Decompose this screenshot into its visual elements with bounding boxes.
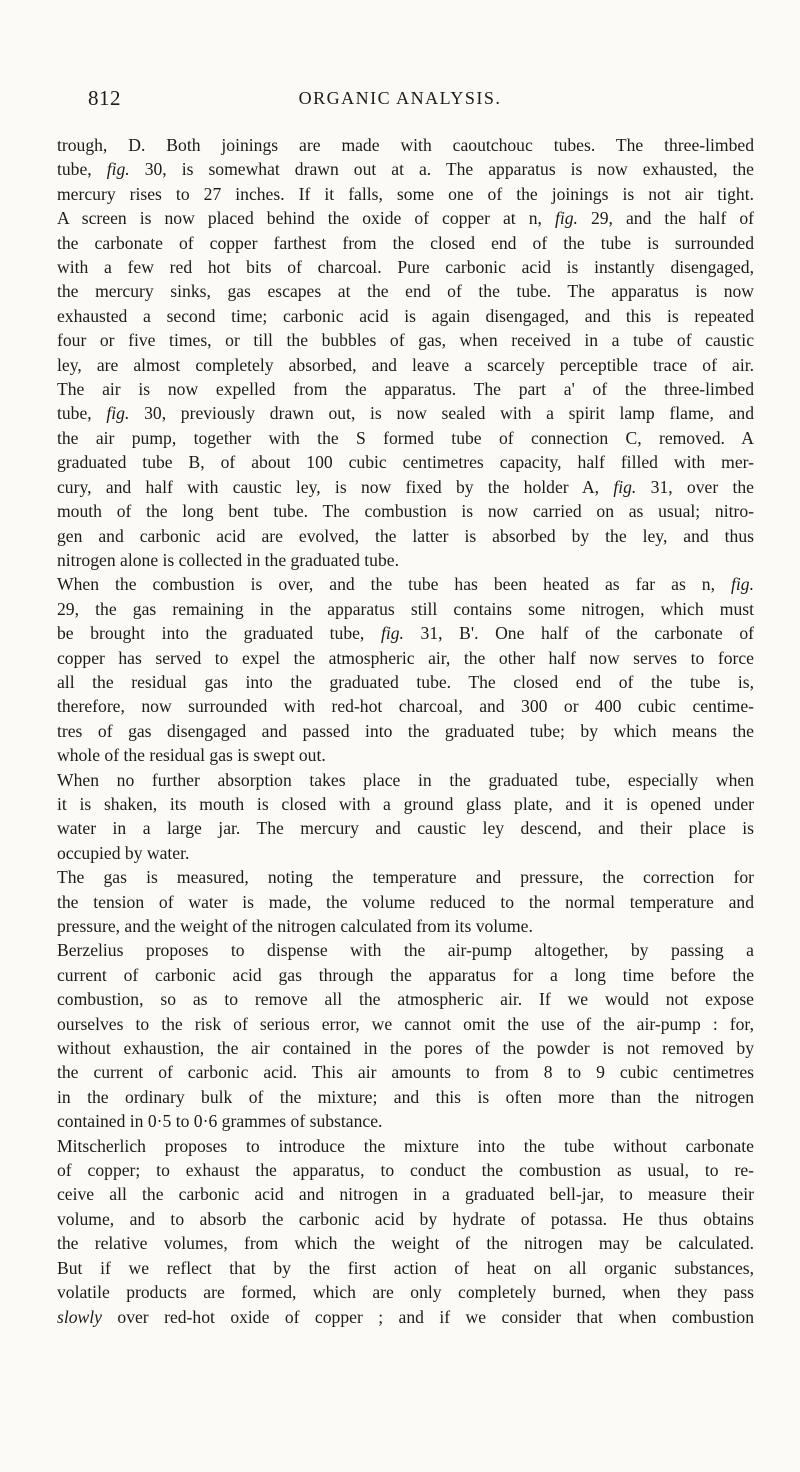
page-number: 812 (88, 86, 121, 110)
paragraph (57, 768, 754, 866)
paragraph (57, 938, 754, 1133)
text-line: volume, and to absorb the carbonic acid by hydrate of potassa. He thus obtains (57, 1208, 754, 1229)
text-line: A screen is now placed behind the oxide of copper at n, fig. 29, and the half of (57, 208, 755, 229)
text-line: gen and carbonic acid are evolved, the latter is absorbed by the ley, and thus (57, 525, 754, 546)
text-line: in the ordinary bulk of the mixture; and this is often more than the nitrogen (57, 1086, 754, 1107)
text-line: contained in 0·5 to 0·6 grammes of substance. (57, 1111, 383, 1132)
paragraph (57, 133, 754, 572)
text-line: Berzelius proposes to dispense with the air-pump altogether, by passing a (57, 940, 754, 961)
text-line: combustion, so as to remove all the atmospheric air. If we would not expose (57, 989, 754, 1010)
body-text (57, 133, 754, 1329)
text-line: the mercury sinks, gas escapes at the end of the tube. The apparatus is now (57, 281, 754, 302)
text-line: four or five times, or till the bubbles of gas, when received in a tube of caustic (57, 330, 754, 351)
text-line: the tension of water is made, the volume reduced to the normal temperature and (57, 891, 754, 912)
text-line: the current of carbonic acid. This air amounts to from 8 to 9 cubic centimetres (57, 1062, 754, 1083)
text-line: trough, D. Both joinings are made with caoutchouc tubes. The three-limbed (57, 135, 754, 155)
text-line: nitrogen alone is collected in the graduated tube. (57, 549, 399, 570)
text-line: therefore, now surrounded with red-hot charcoal, and 300 or 400 cubic centime- (57, 696, 754, 717)
text-line: the air pump, together with the S formed tube of connection C, removed. A (57, 427, 754, 448)
text-line: be brought into the graduated tube, fig. 31, B'. One half of the carbonate of (57, 623, 754, 644)
running-head: ORGANIC ANALYSIS. (298, 88, 502, 108)
text-line: occupied by water. (57, 842, 190, 863)
text-line: ourselves to the risk of serious error, we cannot omit the use of the air-pump : for, (57, 1013, 754, 1034)
text-line: ceive all the carbonic acid and nitrogen in a graduated bell-jar, to measure their (57, 1184, 754, 1205)
text-line: But if we reflect that by the first action of heat on all organic substances, (57, 1257, 754, 1278)
text-line: The air is now expelled from the apparatus. The part a' of the three-limbed (57, 379, 754, 400)
text-line: slowly over red-hot oxide of copper ; and if we consider that when combustion (57, 1306, 754, 1327)
text-line: cury, and half with caustic ley, is now fixed by the holder A, fig. 31, over the (57, 476, 754, 497)
text-line: When no further absorption takes place in the graduated tube, especially when (57, 769, 754, 790)
text-line: The gas is measured, noting the temperature and pressure, the correction for (57, 867, 754, 888)
text-line: mercury rises to 27 inches. If it falls, some one of the joinings is not air tight. (57, 183, 754, 204)
text-line: of copper; to exhaust the apparatus, to conduct the combustion as usual, to re- (57, 1160, 754, 1181)
text-line: ley, are almost completely absorbed, and leave a scarcely perceptible trace of air. (57, 354, 754, 375)
text-line: pressure, and the weight of the nitrogen calculated from its volume. (57, 916, 533, 936)
text-line: with a few red hot bits of charcoal. Pure carbonic acid is instantly disengaged, (57, 257, 754, 278)
text-line: 29, the gas remaining in the apparatus still contains some nitrogen, which must (57, 598, 754, 619)
text-line: tube, fig. 30, previously drawn out, is now sealed with a spirit lamp flame, and (57, 403, 754, 424)
text-line: the relative volumes, from which the weight of the nitrogen may be calculated. (57, 1233, 754, 1254)
text-line: volatile products are formed, which are only completely burned, when they pass (57, 1282, 754, 1303)
text-line: water in a large jar. The mercury and caustic ley descend, and their place is (57, 818, 754, 839)
text-line: When the combustion is over, and the tube has been heated as far as n, fig. (57, 574, 754, 595)
text-line: tube, fig. 30, is somewhat drawn out at a. The apparatus is now exhausted, the (57, 159, 754, 180)
page-header (0, 86, 800, 116)
text-line: copper has served to expel the atmospheric air, the other half now serves to force (57, 647, 754, 668)
text-line: mouth of the long bent tube. The combustion is now carried on as usual; nitro- (57, 501, 754, 522)
paragraph (57, 1134, 754, 1329)
text-line: exhausted a second time; carbonic acid is again disengaged, and this is repeated (57, 305, 754, 326)
text-line: graduated tube B, of about 100 cubic centimetres capacity, half filled with mer- (57, 452, 754, 473)
text-line: it is shaken, its mouth is closed with a ground glass plate, and it is opened under (57, 793, 754, 814)
text-line: whole of the residual gas is swept out. (57, 745, 326, 766)
text-line: Mitscherlich proposes to introduce the mixture into the tube without carbonate (57, 1135, 754, 1156)
paragraph (57, 865, 754, 938)
text-line: current of carbonic acid gas through the apparatus for a long time before the (57, 964, 754, 985)
text-line: the carbonate of copper farthest from the closed end of the tube is surrounded (57, 232, 754, 253)
text-line: without exhaustion, the air contained in the pores of the powder is not removed by (57, 1038, 754, 1059)
text-line: all the residual gas into the graduated tube. The closed end of the tube is, (57, 671, 754, 692)
text-line: tres of gas disengaged and passed into the graduated tube; by which means the (57, 720, 754, 741)
paragraph (57, 572, 754, 767)
